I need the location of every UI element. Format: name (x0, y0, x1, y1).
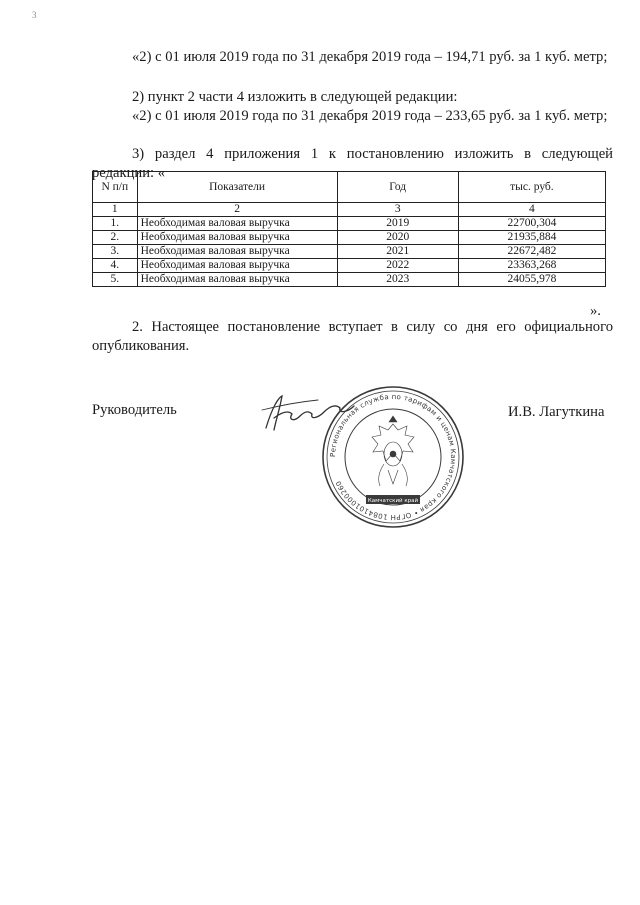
row-value: 21935,884 (458, 231, 605, 245)
page-number-mark: 3 (32, 10, 37, 20)
row-number: 3. (93, 245, 138, 259)
amendment-paragraph-1: «2) с 01 июля 2019 года по 31 декабря 2019 года – 194,71 руб. за 1 куб. метр; (132, 49, 608, 65)
row-indicator: Необходимая валовая выручка (137, 231, 337, 245)
official-seal (318, 382, 468, 532)
row-number: 1. (93, 217, 138, 231)
table-row (93, 259, 606, 273)
column-number: 1 (93, 203, 138, 217)
table-row (93, 273, 606, 287)
column-number-row (93, 203, 606, 217)
header-indicator: Показатели (137, 172, 337, 203)
amendment-item-2: 2) пункт 2 части 4 изложить в следующей редакции: (132, 89, 458, 105)
column-number: 2 (137, 203, 337, 217)
signatory-name: И.В. Лагуткина (508, 404, 605, 420)
row-value: 23363,268 (458, 259, 605, 273)
row-indicator: Необходимая валовая выручка (137, 259, 337, 273)
row-value: 22700,304 (458, 217, 605, 231)
row-indicator: Необходимая валовая выручка (137, 273, 337, 287)
row-indicator: Необходимая валовая выручка (137, 245, 337, 259)
header-year: Год (337, 172, 458, 203)
amendment-paragraph-2: «2) с 01 июля 2019 года по 31 декабря 2019 года – 233,65 руб. за 1 куб. метр; (132, 108, 608, 124)
row-number: 2. (93, 231, 138, 245)
amendment-item-3: 3) раздел 4 приложения 1 к постановлению изложить в следующей редакции: « (92, 146, 613, 181)
table-header-row (93, 172, 606, 203)
point-2-paragraph: 2. Настоящее постановление вступает в силу со дня его официального опубликования. (92, 319, 613, 354)
row-year: 2019 (337, 217, 458, 231)
header-value: тыс. руб. (458, 172, 605, 203)
seal-ring-text: Региональная служба по тарифам и ценам Камчатского края • ОГРН 1084101000260 (328, 392, 458, 522)
row-year: 2022 (337, 259, 458, 273)
column-number: 3 (337, 203, 458, 217)
closing-quote: ». (590, 303, 601, 319)
row-value: 22672,482 (458, 245, 605, 259)
row-number: 5. (93, 273, 138, 287)
row-value: 24055,978 (458, 273, 605, 287)
indicators-table (92, 171, 606, 287)
table-row (93, 245, 606, 259)
table-row (93, 217, 606, 231)
row-year: 2020 (337, 231, 458, 245)
row-year: 2021 (337, 245, 458, 259)
seal-bottom-text: Камчатский край (367, 498, 419, 504)
signatory-title: Руководитель (92, 402, 177, 418)
column-number: 4 (458, 203, 605, 217)
row-indicator: Необходимая валовая выручка (137, 217, 337, 231)
row-number: 4. (93, 259, 138, 273)
header-number: N п/п (93, 172, 138, 203)
row-year: 2023 (337, 273, 458, 287)
table-row (93, 231, 606, 245)
double-headed-eagle-emblem (372, 416, 414, 486)
